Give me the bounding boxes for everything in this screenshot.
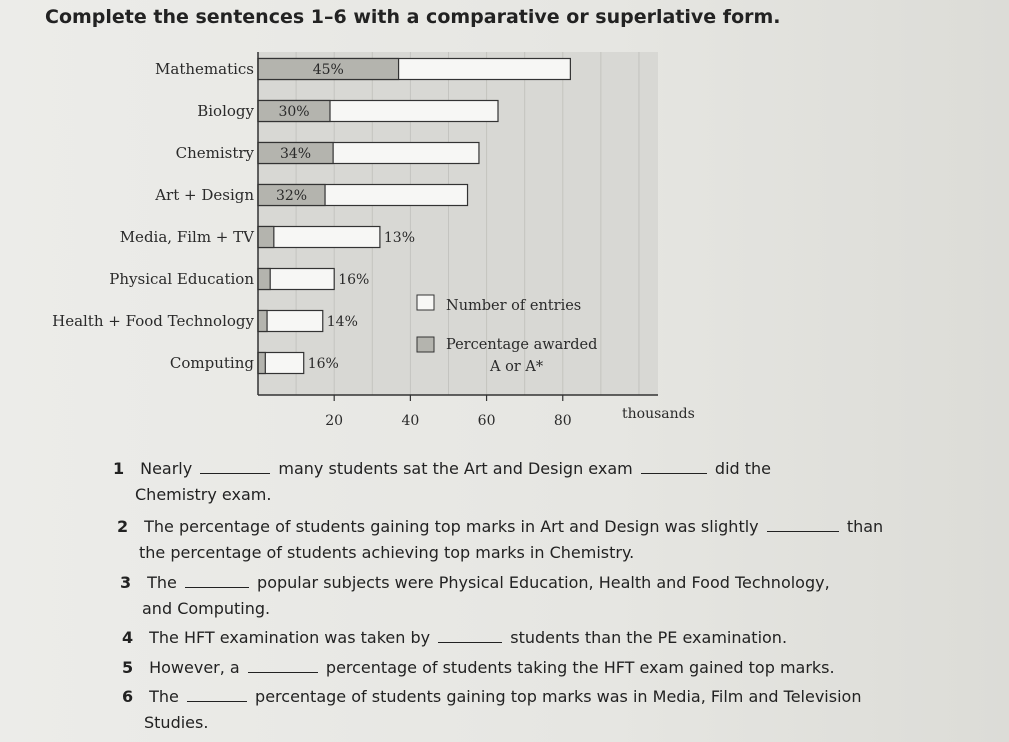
- data-label: 16%: [338, 272, 370, 288]
- question-number: 3: [120, 573, 132, 592]
- x-tick-label: 80: [553, 413, 572, 429]
- legend-label-awarded-line2: A or A*: [490, 359, 544, 375]
- legend-swatch-entries: [417, 295, 434, 310]
- question-text: percentage of students gaining top marks was in Media, Film and Television: [255, 687, 862, 706]
- instruction-heading: Complete the sentences 1–6 with a comparative or superlative form.: [45, 6, 781, 28]
- answer-blank[interactable]: [248, 658, 318, 673]
- question-2: [117, 514, 883, 566]
- legend-label-entries: Number of entries: [446, 298, 582, 314]
- question-number: 2: [117, 517, 129, 536]
- x-tick-label: 20: [325, 413, 344, 429]
- category-label: Biology: [197, 102, 254, 120]
- question-text: many students sat the Art and Design exam: [278, 459, 633, 478]
- question-1: [113, 456, 771, 508]
- question-4: [122, 625, 787, 651]
- category-label: Art + Design: [155, 186, 254, 204]
- answer-blank[interactable]: [185, 573, 249, 588]
- question-text: popular subjects were Physical Education, Health and Food Technology,: [257, 573, 830, 592]
- question-text: Nearly: [140, 459, 193, 478]
- answer-blank[interactable]: [641, 459, 707, 474]
- answer-blank[interactable]: [438, 628, 502, 643]
- question-text: The percentage of students gaining top marks in Art and Design was slightly: [144, 517, 759, 536]
- category-label: Mathematics: [155, 60, 254, 78]
- question-number: 6: [122, 687, 134, 706]
- question-text: than: [846, 517, 884, 536]
- question-text: The HFT examination was taken by: [149, 628, 431, 647]
- data-label: 45%: [312, 62, 344, 78]
- question-text: did the: [714, 459, 772, 478]
- data-label: 16%: [307, 356, 339, 372]
- data-label: 30%: [278, 104, 310, 120]
- question-text: The: [149, 687, 179, 706]
- bar-awarded: [258, 227, 274, 248]
- data-label: 14%: [326, 314, 358, 330]
- category-label: Health + Food Technology: [52, 312, 254, 330]
- category-label: Physical Education: [109, 270, 254, 288]
- question-number: 4: [122, 628, 134, 647]
- bar-awarded: [258, 311, 267, 332]
- data-label: 34%: [279, 146, 312, 162]
- legend-label-awarded-line1: Percentage awarded: [446, 337, 598, 353]
- x-axis-unit-label: thousands: [622, 406, 695, 422]
- legend-swatch-awarded: [417, 337, 434, 352]
- data-label: 13%: [383, 230, 416, 246]
- question-text: students than the PE examination.: [510, 628, 788, 647]
- data-label: 32%: [275, 188, 308, 204]
- question-text: The: [147, 573, 177, 592]
- answer-blank[interactable]: [187, 687, 247, 702]
- question-text-continued: Studies.: [144, 713, 209, 732]
- question-number: 1: [113, 459, 125, 478]
- category-label: Media, Film + TV: [119, 228, 254, 246]
- question-text-continued: Chemistry exam.: [135, 485, 272, 504]
- question-text-continued: the percentage of students achieving top marks in Chemistry.: [139, 543, 635, 562]
- category-label: Chemistry: [175, 144, 254, 162]
- x-axis-ticks: [325, 395, 571, 429]
- question-3: [120, 570, 830, 622]
- bar-entries: [258, 311, 323, 332]
- answer-blank[interactable]: [200, 459, 270, 474]
- question-5: [122, 655, 835, 681]
- bar-awarded: [258, 353, 265, 374]
- question-text: However, a: [149, 658, 240, 677]
- question-text: percentage of students taking the HFT exam gained top marks.: [325, 658, 835, 677]
- question-text-continued: and Computing.: [142, 599, 271, 618]
- x-tick-label: 60: [477, 413, 496, 429]
- question-number: 5: [122, 658, 134, 677]
- bar-entries: [258, 227, 380, 248]
- answer-blank[interactable]: [767, 517, 839, 532]
- question-6: [122, 684, 861, 736]
- x-tick-label: 40: [401, 413, 420, 429]
- bar-awarded: [258, 269, 270, 290]
- category-label: Computing: [169, 354, 254, 372]
